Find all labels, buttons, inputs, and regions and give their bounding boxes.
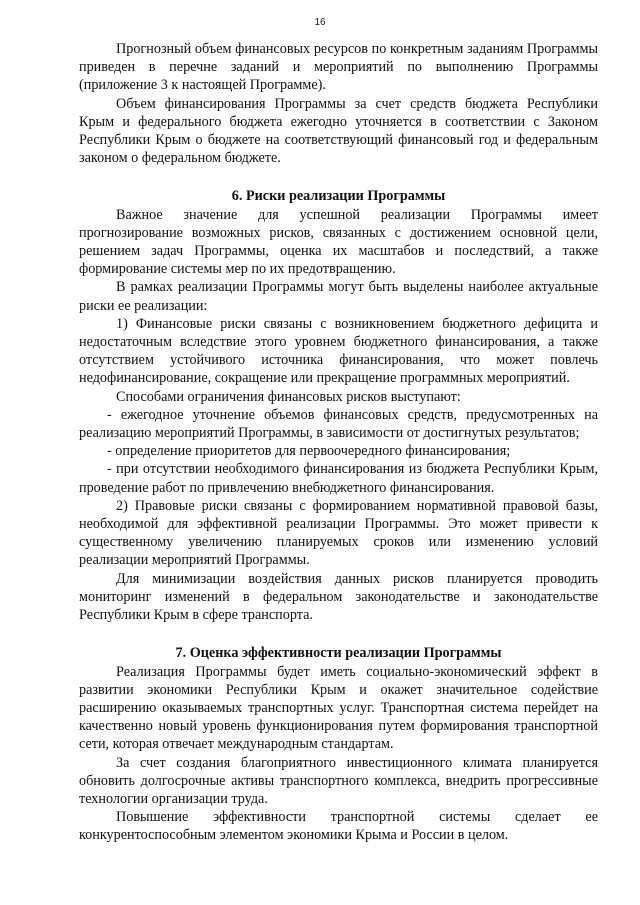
- paragraph-socio-economic-effect: Реализация Программы будет иметь социально-экономический эффект в развитии экономики Республики Крым и окажет значительное содействие расширению оказываемых транспортных услуг. Транспортная система перейдет на качественно новый уровень функционирования путем формирования транспортной сети, которая отвечает международным стандартам.: [79, 663, 598, 753]
- page-number: 16: [314, 17, 326, 28]
- section-7-heading: 7. Оценка эффективности реализации Программы: [175, 645, 502, 662]
- document-body: [79, 40, 598, 845]
- paragraph-financing-volume: Объем финансирования Программы за счет средств бюджета Республики Крым и федерального бюджета ежегодно уточняется в соответствии с Законом Республики Крым о бюджете на соответствующий финансовый год и федеральным законом о федеральном бюджете.: [79, 95, 598, 167]
- paragraph-risk-limitation-methods: Способами ограничения финансовых рисков выступают:: [116, 388, 461, 405]
- paragraph-legal-risks: 2) Правовые риски связаны с формированием нормативной правовой базы, необходимой для эффективной реализации Программы. Это может привести к существенному увеличению планируемых сроков или изменению условий реализации мероприятий Программы.: [79, 497, 598, 569]
- list-item-annual-adjustment: - ежегодное уточнение объемов финансовых средств, предусмотренных на реализацию мероприятий Программы, в зависимости от достигнутых результатов;: [79, 406, 598, 442]
- list-item-priorities: - определение приоритетов для первоочередного финансирования;: [107, 443, 511, 460]
- paragraph-financial-risks: 1) Финансовые риски связаны с возникновением бюджетного дефицита и недостаточным вследствие этого уровнем бюджетного финансирования, а также отсутствием устойчивого источника финансирования, что может повлечь недофинансирование, сокращение или прекращение программных мероприятий.: [79, 315, 598, 387]
- paragraph-risks-importance: Важное значение для успешной реализации Программы имеет прогнозирование возможных рисков, связанных с достижением основной цели, решением задач Программы, оценка их масштабов и последствий, а также формирование системы мер по их предотвращению.: [79, 206, 598, 278]
- paragraph-financing-forecast: Прогнозный объем финансовых ресурсов по конкретным заданиям Программы приведен в перечне заданий и мероприятий по выполнению Программы (приложение 3 к настоящей Программе).: [79, 41, 598, 94]
- paragraph-risk-monitoring: Для минимизации воздействия данных рисков планируется проводить мониторинг изменений в федеральном законодательстве и законодательстве Республики Крым в сфере транспорта.: [79, 570, 598, 624]
- paragraph-investment-climate: За счет создания благоприятного инвестиционного климата планируется обновить долгосрочные активы транспортного комплекса, внедрить прогрессивные технологии организации труда.: [79, 754, 598, 807]
- paragraph-competitiveness: Повышение эффективности транспортной системы сделает ее конкурентоспособным элементом экономики Крыма и России в целом.: [79, 809, 598, 844]
- list-item-extrabudgetary: - при отсутствии необходимого финансирования из бюджета Республики Крым, проведение работ по привлечению внебюджетного финансирования.: [79, 461, 598, 496]
- section-6-heading: 6. Риски реализации Программы: [231, 188, 446, 205]
- paragraph-risks-intro: В рамках реализации Программы могут быть выделены наиболее актуальные риски ее реализации:: [79, 279, 598, 314]
